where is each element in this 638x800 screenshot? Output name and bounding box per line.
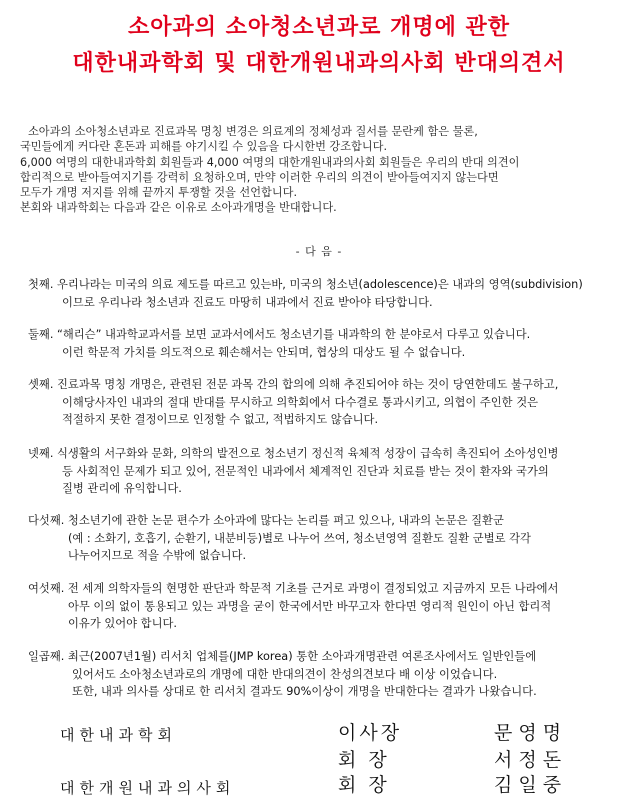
reason-item-fifth [28, 512, 628, 565]
reason-line: 질병 관리에 유익합니다. [62, 482, 182, 495]
intro-line: 6,000 여명의 대한내과학회 회원들과 4,000 여명의 대한개원내과의사회 회원들은 우리의 반대 의견이 [20, 155, 520, 169]
reason-line: 나누어지므로 적을 수밖에 없습니다. [68, 549, 247, 562]
signature-org-kaim: 대한개원내과의사회 [60, 779, 236, 797]
reason-line: 적절하지 못한 결정이므로 인정할 수 없고, 적법하지도 않습니다. [62, 413, 379, 426]
signature-name-president: 서정돈 [494, 749, 568, 771]
reason-item-second [28, 326, 628, 361]
reason-line: 이므로 우리나라 청소년과 진료도 마땅히 내과에서 진료 받아야 타당합니다. [62, 295, 433, 309]
signature-org-kam: 대한내과학회 [60, 726, 177, 744]
reason-line: 등 사회적인 문제가 되고 있어, 전문적인 내과에서 체계적인 진단과 치료를 받는 것이 환자와 국가의 [62, 464, 549, 478]
reason-line: 다섯째. 청소년기에 관한 논문 편수가 소아과에 많다는 논리를 펴고 있으나, 내과의 논문은 질환군 [28, 514, 504, 527]
reason-item-seventh [28, 648, 628, 701]
signature-role-president-kaim: 회 장 [338, 774, 390, 796]
reason-line: 이해당사자인 내과의 절대 반대를 무시하고 의학회에서 다수결로 통과시키고, 의협이 주인한 것은 [62, 395, 539, 409]
reason-line: 둘째. “해리슨” 내과학교과서를 보면 교과서에서도 청소년기를 내과학의 한 분야로서 다루고 있습니다. [28, 328, 531, 341]
reason-line: 여섯째. 전 세계 의학자들의 현명한 판단과 학문적 기초를 근거로 과명이 결정되었고 지금까지 모든 나라에서 [28, 582, 559, 595]
section-heading-dahum: - 다 음 - [295, 245, 343, 258]
reason-line: (예 : 소화기, 호흡기, 순환기, 내분비등)별로 나누어 쓰여, 청소년영역 질환도 질환 군별로 각각 [68, 531, 531, 545]
reason-item-fourth [28, 445, 628, 498]
intro-line: 합리적으로 받아들여지기를 강력히 요청하오며, 만약 이러한 우리의 의견이 받아들여지지 않는다면 [20, 170, 499, 184]
reason-line: 넷째. 식생활의 서구화와 문화, 의학의 발전으로 청소년기 정신적 육체적 성장이 급속히 촉진되어 소아성인병 [28, 447, 559, 460]
reason-item-first [28, 276, 628, 311]
reason-line: 또한, 내과 의사를 상대로 한 리서치 결과도 90%이상이 개명을 반대한다는 결과가 나왔습니다. [72, 685, 537, 698]
intro-line: 소아과의 소아청소년과로 진료과목 명칭 변경은 의료계의 정체성과 질서를 문란케 함은 물론, [28, 125, 478, 138]
intro-line: 본회와 내과학회는 다음과 같은 이유로 소아과개명을 반대합니다. [20, 201, 337, 215]
document-title-line1: 소아과의 소아청소년과로 개명에 관한 [127, 14, 510, 40]
reason-item-third [28, 376, 628, 429]
intro-paragraph [20, 124, 626, 216]
signature-name-president-kaim: 김일중 [494, 774, 568, 796]
reason-line: 아무 이의 없이 통용되고 있는 과명을 굳이 한국에서만 바꾸고자 한다면 영리적 원인이 아닌 합리적 [68, 599, 552, 613]
reason-line: 이런 학문적 가치를 의도적으로 훼손해서는 안되며, 협상의 대상도 될 수 없습니다. [62, 345, 466, 359]
reason-line: 일곱째. 최근(2007년1월) 리서치 업체를(JMP korea) 통한 소아과개명관련 여론조사에서도 일반인들에 [28, 650, 537, 663]
signature-role-chairman: 이사장 [338, 722, 403, 744]
reason-line: 있어서도 소아청소년과로의 개명에 대한 반대의견이 찬성의견보다 배 이상 이었습니다. [72, 667, 498, 681]
reason-line: 첫째. 우리나라는 미국의 의료 제도를 따르고 있는바, 미국의 청소년(adolescence)은 내과의 영역(subdivision) [28, 278, 583, 291]
signature-role-president: 회 장 [338, 749, 390, 771]
reason-line: 셋째. 진료과목 명칭 개명은, 관련된 전문 과목 간의 합의에 의해 추진되어야 하는 것이 당연한데도 불구하고, [28, 378, 559, 391]
reason-item-sixth [28, 580, 628, 633]
reason-line: 이유가 있어야 합니다. [68, 617, 177, 630]
signature-name-chairman: 문영명 [494, 722, 568, 744]
intro-line: 국민들에게 커다란 혼돈과 피해를 야기시킬 수 있음을 다시한번 강조합니다. [20, 140, 388, 154]
document-title-line2: 대한내과학회 및 대한개원내과의사회 반대의견서 [72, 50, 566, 76]
intro-line: 모두가 개명 저지를 위해 끝까지 투쟁할 것을 선언합니다. [20, 186, 298, 200]
